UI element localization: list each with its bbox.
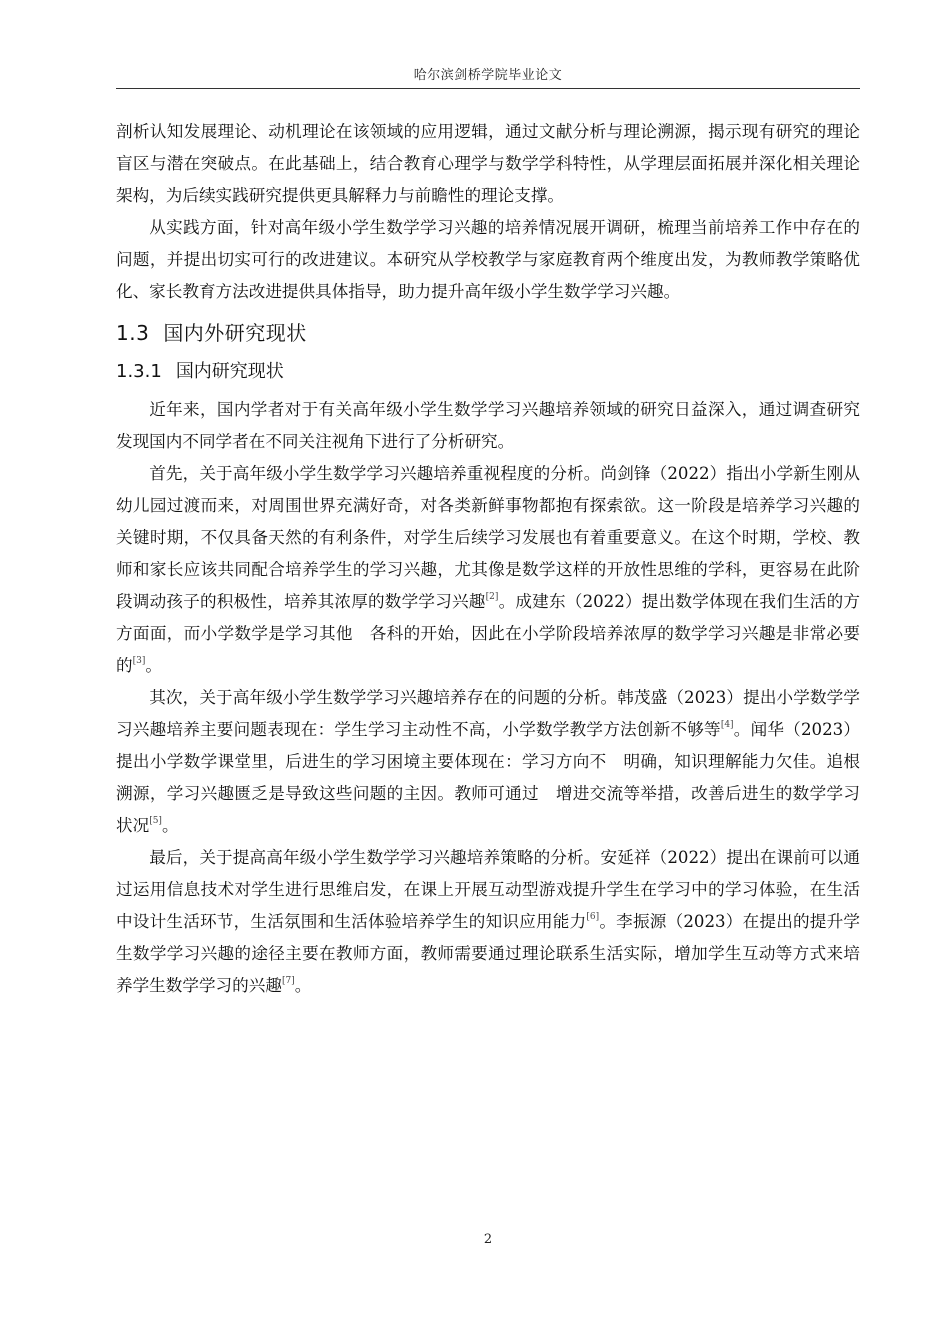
citation-marker: [3] [132,656,146,666]
paragraph [116,682,860,842]
citation-marker: [5] [149,816,162,826]
paragraph-text: 。成建东（2022）提出数学体现在我们生活的方方面面，而小学数学是学习其他 各科的开始，因此在小学阶段培养浓厚的数学学习兴趣是非常必要的 [116,592,860,675]
paragraph: 从实践方面，针对高年级小学生数学学习兴趣的培养情况展开调研，梳理当前培养工作中存在的问题，并提出切实可行的改进建议。本研究从学校教学与家庭教育两个维度出发，为教师教学策略优化、家长教育方法改进提供具体指导，助力提升高年级小学生数学学习兴趣。 [116,218,860,301]
paragraph [116,842,860,1002]
paragraph-text: 。 [145,656,162,675]
paragraph-text: 其次，关于高年级小学生数学学习兴趣培养存在的问题的分析。韩茂盛（2023）提出小学数学学习兴趣培养主要问题表现在：学生学习主动性不高，小学数学教学方法创新不够等 [116,688,860,739]
section-title: 国内外研究现状 [163,321,307,345]
citation-marker: [4] [720,720,734,730]
citation-marker: [7] [281,976,295,986]
subsection-title: 国内研究现状 [175,361,284,382]
paragraph-text: 。 [161,816,179,835]
paragraph-text: 首先，关于高年级小学生数学学习兴趣培养重视程度的分析。尚剑锋（2022）指出小学新生刚从幼儿园过渡而来，对周围世界充满好奇，对各类新鲜事物都抱有探索欲。这一阶段是培养学习兴趣的关键时期，不仅具备天然的有利条件，对学生后续学习发展也有着重要意义。在这个时期，学校、教师和家长应该共同配合培养学生的学习兴趣，尤其像是数学这样的开放性思维的学科，更容易在此阶段调动孩子的积极性，培养其浓厚的数学学习兴趣 [116,464,860,611]
header-divider [116,88,860,89]
paragraph: 剖析认知发展理论、动机理论在该领域的应用逻辑，通过文献分析与理论溯源，揭示现有研究的理论盲区与潜在突破点。在此基础上，结合教育心理学与数学学科特性，从学理层面拓展并深化相关理论架构，为后续实践研究提供更具解释力与前瞻性的理论支撑。 [116,122,860,205]
page-header: 哈尔滨剑桥学院毕业论文 [413,68,563,83]
paragraph-text: 。闻华（2023）提出小学数学课堂里，后进生的学习困境主要体现在：学习方向不 明确，知识理解能力欠佳。追根溯源，学习兴趣匮乏是导致这些问题的主因。教师可通过 增进交流等举措，改善后进生的数学学习状况 [116,720,860,835]
citation-marker: [2] [485,592,499,602]
section-number: 1.3 [116,321,150,345]
paragraph-text: 。 [294,976,312,995]
paragraph: 近年来，国内学者对于有关高年级小学生数学学习兴趣培养领域的研究日益深入，通过调查研究发现国内不同学者在不同关注视角下进行了分析研究。 [116,400,860,451]
citation-marker: [6] [586,912,600,922]
paragraph-text: 最后，关于提高高年级小学生数学学习兴趣培养策略的分析。安延祥（2022）提出在课前可以通过运用信息技术对学生进行思维启发，在课上开展互动型游戏提升学生在学习中的学习体验，在生活中设计生活环节，生活氛围和生活体验培养学生的知识应用能力 [116,848,860,931]
subsection-number: 1.3.1 [116,361,162,382]
page-number: 2 [483,1232,493,1247]
paragraph [116,458,860,682]
subsection-heading [116,356,860,388]
paragraph-text: 。李振源（2023）在提出的提升学生数学学习兴趣的途径主要在教师方面，教师需要通过理论联系生活实际，增加学生互动等方式来培养学生数学学习的兴趣 [116,912,860,995]
section-heading [116,316,860,350]
document-body [116,116,860,1002]
